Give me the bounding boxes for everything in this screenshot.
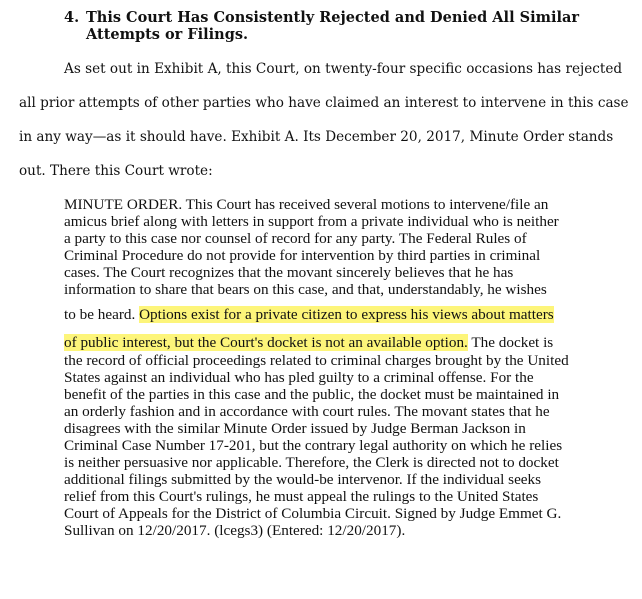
body-line-1: As set out in Exhibit A, this Court, on twenty-four specific occasions has rejected: [64, 61, 623, 77]
quote-line-19: Sullivan on 12/20/2017. (lcegs3) (Entered: 12/20/2017).: [64, 522, 406, 539]
quote-line-6: information to share that bears on this case, and that, understandably, he wishes: [64, 281, 547, 298]
quote-line-8-text: The docket is: [467, 334, 554, 351]
quote-line-18: Court of Appeals for the District of Columbia Circuit. Signed by Judge Emmet G.: [64, 505, 562, 522]
highlighted-text-2: of public interest, but the Court's docket is not an available option.: [64, 334, 468, 351]
quote-line-5: cases. The Court recognizes that the movant sincerely believes that he has: [64, 264, 514, 281]
quote-line-7-text: to be heard.: [64, 306, 140, 323]
quote-line-9: the record of official proceedings related to criminal charges brought by the United: [64, 352, 569, 369]
highlighted-text-1: Options exist for a private citizen to express his views about matters: [139, 306, 554, 323]
quote-line-1: MINUTE ORDER. This Court has received several motions to intervene/file an: [64, 196, 549, 213]
section-title-line-1: This Court Has Consistently Rejected and Denied All Similar: [86, 9, 579, 26]
body-line-4: out. There this Court wrote:: [19, 163, 213, 179]
quote-line-7: [64, 306, 554, 323]
quote-line-4: Criminal Procedure do not provide for intervention by third parties in criminal: [64, 247, 541, 264]
quote-line-13: disagrees with the similar Minute Order issued by Judge Berman Jackson in: [64, 420, 526, 437]
quote-line-16: additional filings submitted by the would-be intervenor. If the individual seeks: [64, 471, 542, 488]
body-line-2: all prior attempts of other parties who have claimed an interest to intervene in this case: [19, 95, 629, 111]
quote-line-17: relief from this Court's rulings, he must appeal the rulings to the United States: [64, 488, 539, 505]
quote-line-14: Criminal Case Number 17-201, but the contrary legal authority on which he relies: [64, 437, 563, 454]
section-title-line-2: Attempts or Filings.: [86, 26, 249, 43]
section-number: 4.: [64, 9, 80, 26]
quote-line-11: benefit of the parties in this case and the public, the docket must be maintained in: [64, 386, 560, 403]
quote-line-12: an orderly fashion and in accordance with court rules. The movant states that he: [64, 403, 550, 420]
body-line-3: in any way—as it should have. Exhibit A. Its December 20, 2017, Minute Order stands: [19, 129, 614, 145]
quote-line-15: is neither persuasive nor applicable. Therefore, the Clerk is directed not to docket: [64, 454, 559, 471]
section-title: [86, 9, 624, 43]
quote-line-3: a party to this case nor counsel of record for any party. The Federal Rules of: [64, 230, 527, 247]
quote-line-2: amicus brief along with letters in support from a private individual who is neither: [64, 213, 559, 230]
quote-line-10: States against an individual who has pled guilty to a criminal offense. For the: [64, 369, 534, 386]
quote-line-8: [64, 334, 553, 351]
